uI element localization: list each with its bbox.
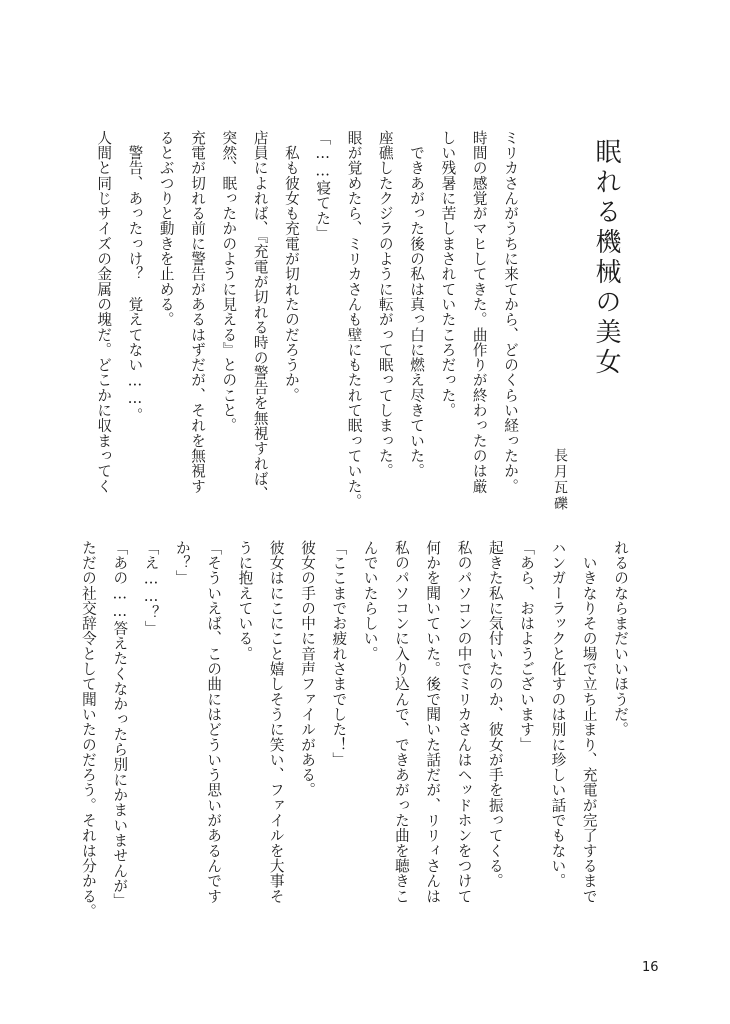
text-line: 私のパソコンの中でミリカさんはヘッドホンをつけて [455,540,473,904]
text-line: 突然、眠ったかのように見える』とのこと。 [220,130,238,433]
text-line: 私のパソコンに入り込んで、できあがった曲を聴きこ [392,540,410,904]
page-number: 16 [642,960,659,975]
text-line: 彼女はにこにこと嬉しそうに笑い、ファイルを大事そ [267,540,285,904]
text-line: 彼女の手の中に音声ファイルがある。 [299,540,317,798]
text-line: んでいたらしい。 [361,540,379,662]
text-line: 「え……？」 [142,540,160,636]
text-line: るとぶつりと動きを止める。 [157,130,175,327]
text-line: 起きた私に気付いたのか、彼女が手を振ってくる。 [486,540,504,889]
text-line: 「あの……答えたくなかったら別にかまいませんが」 [111,540,129,909]
text-line: できあがった後の私は真っ白に燃え尽きていた。 [408,130,426,479]
text-line: 何かを聞いていた。後で聞いた話だが、リリィさんは [424,540,442,904]
text-line: 「ここまでお疲れさまでした！」 [330,540,348,768]
text-line: れるのならまだいいほうだ。 [612,540,629,737]
text-line: 店員によれば、『充電が切れる時の警告を無視すれば、 [251,130,269,502]
text-line: か？」 [173,540,191,586]
text-block-upper [96,130,526,510]
text-line: 眼が覚めたら、ミリカさんも壁にもたれて眠っていた。 [345,130,363,509]
text-line: 警告、あったっけ？ 覚えてない……。 [126,130,144,423]
text-line: 人間と同じサイズの金属の塊だ。どこかに収まってく [95,130,113,494]
text-line: 私も彼女も充電が切れたのだろうか。 [282,130,300,403]
text-line: 時間の感覚がマヒしてきた。曲作りが終わったのは厳 [470,130,488,494]
text-line: ただの社交辞令として聞いたのだろう。それは分かる。 [79,540,97,919]
text-line: 「あら、おはようございます」 [518,540,536,753]
text-line: 座礁したクジラのように転がって眠ってしまった。 [376,130,394,479]
author-name: 長月瓦礫 [552,448,568,512]
text-line: 充電が切れる前に警告があるはずだが、それを無視す [189,130,207,494]
text-line: ミリカさんがうちに来てから、どのくらい経ったか。 [502,130,519,494]
text-block-lower [79,540,636,920]
text-line: うに抱えている。 [236,540,254,662]
text-line: ハンガーラックと化すのは別に珍しい話でもない。 [549,540,567,889]
story-title: 眠れる機械の美女 [591,138,621,378]
text-line: いきなりその場で立ち止まり、充電が完了するまで [580,540,598,904]
text-line: しい残暑に苦しまされていたころだった。 [439,130,457,418]
text-line: 「……寝てた」 [314,130,332,241]
text-line: 「そういえば、この曲にはどういう思いがあるんです [205,540,223,904]
